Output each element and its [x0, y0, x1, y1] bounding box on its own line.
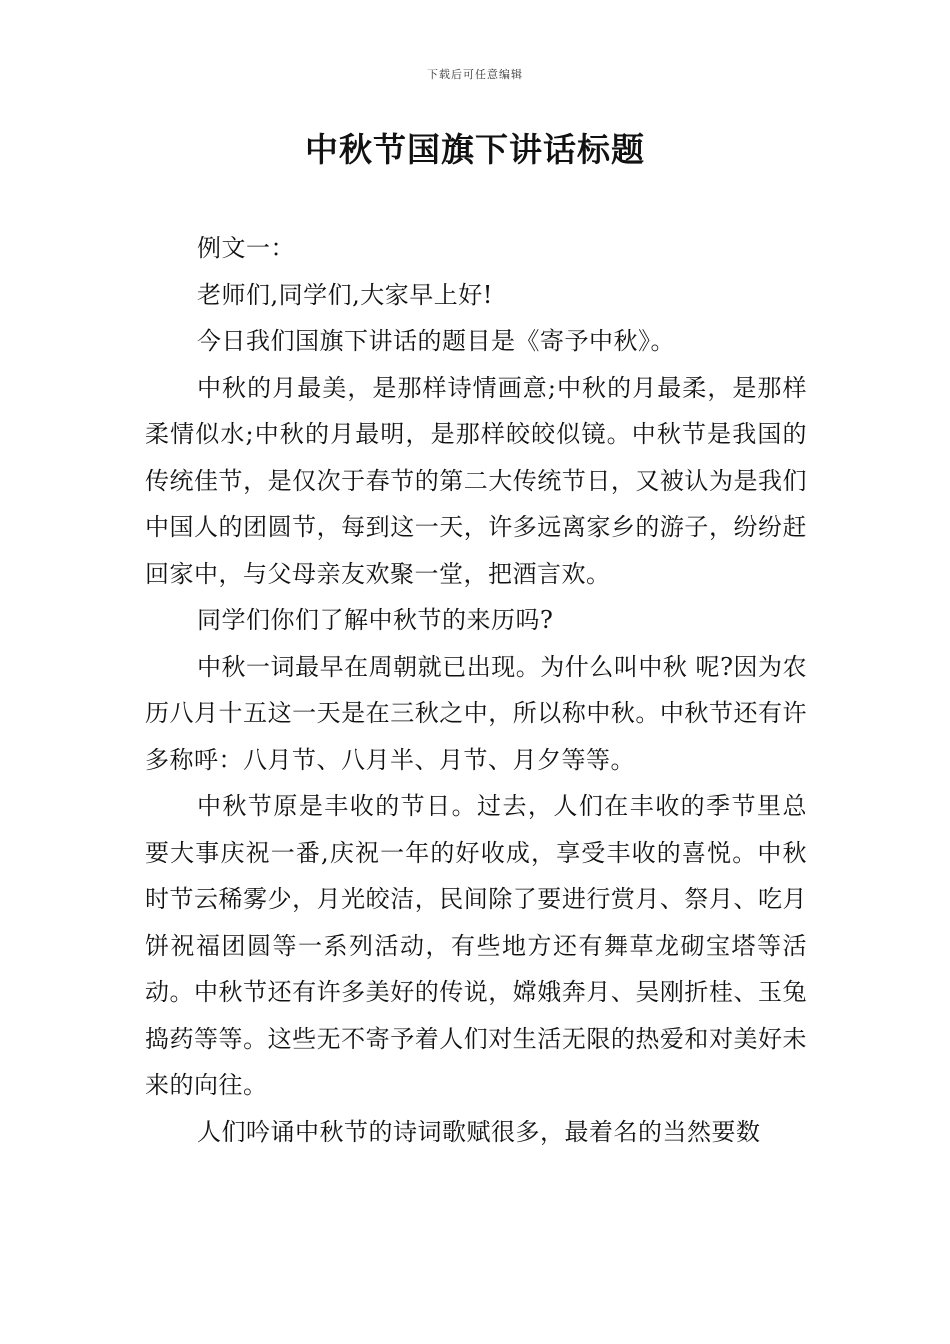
- paragraph-poems: 人们吟诵中秋节的诗词歌赋很多，最着名的当然要数: [197, 1117, 761, 1146]
- paragraph-question: 同学们你们了解中秋节的来历吗?: [197, 606, 554, 634]
- header-note: 下载后可任意编辑: [427, 68, 523, 81]
- paragraph-harvest: 中秋节原是丰收的节日。过去，人们在丰收的季节里总要大事庆祝一番,庆祝一年的好收成，享受丰收的喜悦。中秋时节云稀雾少，月光皎洁，民间除了要进行赏月、祭月、吃月饼祝福团圆等一系列活动，有些地方还有舞草龙砌宝塔等活动。中秋节还有许多美好的传说，嫦娥奔月、吴刚折桂、玉兔捣药等等。这些无不寄予着人们对生活无限的热爱和对美好未来的向往。: [145, 792, 807, 1099]
- paragraph-origin: 中秋一词最早在周朝就已出现。为什么叫中秋 呢?因为农历八月十五这一天是在三秋之中，所以称中秋。中秋节还有许多称呼：八月节、八月半、月节、月夕等等。: [145, 652, 807, 774]
- paragraph-greeting: 老师们,同学们,大家早上好!: [197, 280, 493, 309]
- document-body: [145, 225, 807, 1155]
- paragraph-moon: 中秋的月最美，是那样诗情画意;中秋的月最柔，是那样柔情似水;中秋的月最明，是那样皎皎似镜。中秋节是我国的传统佳节，是仅次于春节的第二大传统节日，又被认为是我们中国人的团圆节，每到这一天，许多远离家乡的游子，纷纷赶回家中，与父母亲友欢聚一堂，把酒言欢。: [145, 373, 807, 588]
- paragraph-topic: 今日我们国旗下讲话的题目是《寄予中秋》。: [197, 327, 675, 355]
- document-title: 中秋节国旗下讲话标题: [305, 130, 645, 169]
- paragraph-example-label: 例文一：: [197, 234, 295, 262]
